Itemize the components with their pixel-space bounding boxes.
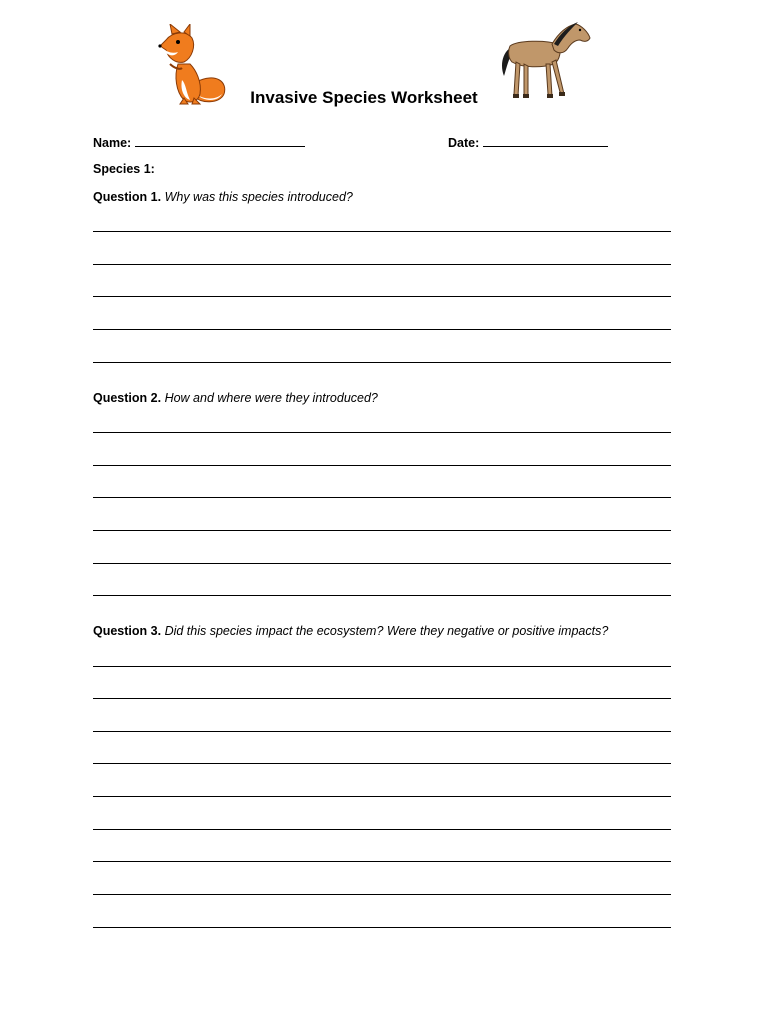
- answer-line[interactable]: [93, 497, 671, 498]
- answer-line[interactable]: [93, 362, 671, 363]
- answer-line[interactable]: [93, 296, 671, 297]
- question-2-number: Question 2.: [93, 391, 162, 405]
- question-1-number: Question 1.: [93, 190, 162, 204]
- answer-line[interactable]: [93, 432, 671, 433]
- answer-line[interactable]: [93, 698, 671, 699]
- answer-line[interactable]: [93, 927, 671, 928]
- answer-line[interactable]: [93, 465, 671, 466]
- name-field[interactable]: [93, 134, 305, 152]
- answer-line[interactable]: [93, 329, 671, 330]
- date-blank[interactable]: [483, 135, 608, 147]
- answer-line[interactable]: [93, 731, 671, 732]
- answer-line[interactable]: [93, 231, 671, 232]
- answer-line[interactable]: [93, 861, 671, 862]
- question-3: [93, 624, 608, 638]
- answer-line[interactable]: [93, 666, 671, 667]
- answer-line[interactable]: [93, 796, 671, 797]
- answer-line[interactable]: [93, 595, 671, 596]
- answer-line[interactable]: [93, 563, 671, 564]
- question-2-text: How and where were they introduced?: [164, 391, 378, 405]
- name-label: Name:: [93, 136, 132, 150]
- question-1: [93, 190, 353, 204]
- date-field[interactable]: [448, 134, 608, 152]
- answer-line[interactable]: [93, 530, 671, 531]
- worksheet-title: Invasive Species Worksheet: [250, 88, 478, 107]
- answer-line[interactable]: [93, 829, 671, 830]
- date-label: Date:: [448, 136, 480, 150]
- answer-line[interactable]: [93, 894, 671, 895]
- answer-line[interactable]: [93, 264, 671, 265]
- question-1-text: Why was this species introduced?: [164, 190, 353, 204]
- answer-line[interactable]: [93, 763, 671, 764]
- question-3-text: Did this species impact the ecosystem? Were they negative or positive impacts?: [164, 624, 609, 638]
- name-blank[interactable]: [135, 135, 305, 147]
- question-3-number: Question 3.: [93, 624, 162, 638]
- species-label: Species 1:: [93, 162, 155, 176]
- question-2: [93, 391, 378, 405]
